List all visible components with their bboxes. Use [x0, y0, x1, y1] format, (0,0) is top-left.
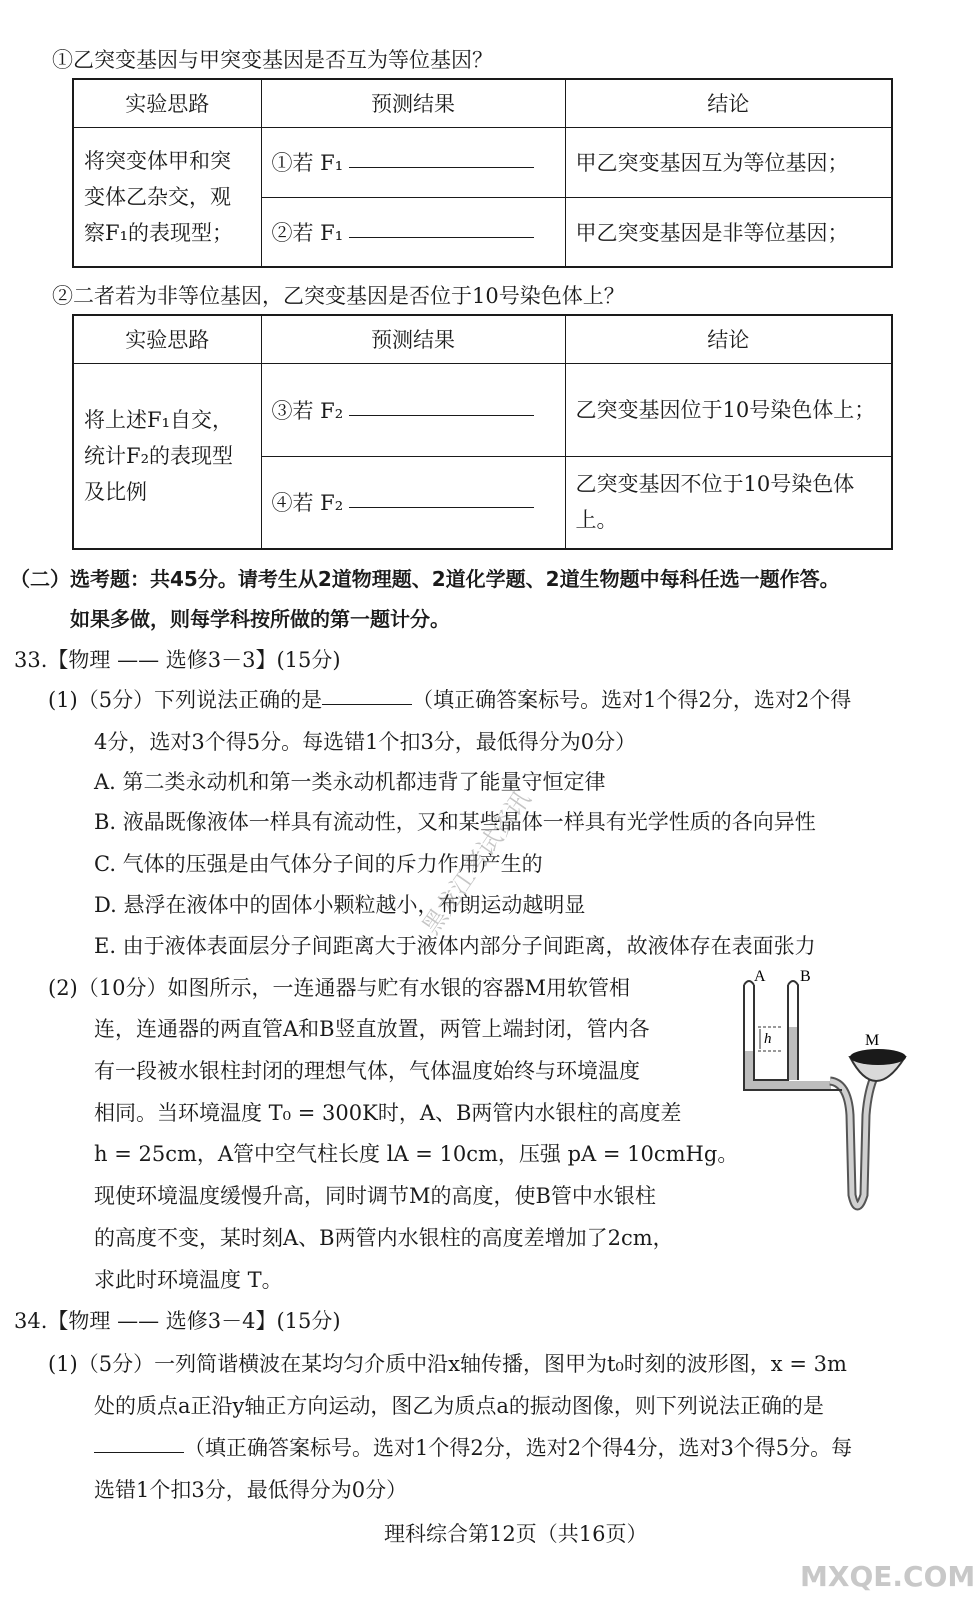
table1-header-idea: 实验思路	[73, 79, 261, 127]
q33-option-e: E. 由于液体表面层分子间距离大于液体内部分子间距离，故液体存在表面张力	[94, 934, 816, 958]
table2-result-2: ④若 F₂	[261, 456, 565, 549]
label-h: h	[764, 1031, 772, 1047]
q33-part2-line1: (2)（10分）如图所示，一连通器与贮有水银的容器M用软管相	[48, 976, 630, 1000]
q33-part2-line2: 连，连通器的两直管A和B竖直放置，两管上端封闭，管内各	[94, 1017, 650, 1041]
q33-option-b: B. 液晶既像液体一样具有流动性，又和某些晶体一样具有光学性质的各向异性	[94, 810, 816, 834]
connected-vessel-diagram	[730, 965, 930, 1235]
q34-line1: (1)（5分）一列简谐横波在某均匀介质中沿x轴传播，图甲为t₀时刻的波形图，x = 3m	[48, 1352, 847, 1376]
table2-idea-cell: 将上述F₁自交，统计F₂的表现型及比例	[73, 363, 261, 549]
q33-part2-line4: 相同。当环境温度 T₀ = 300K时，A、B两管内水银柱的高度差	[94, 1101, 682, 1125]
answer-blank[interactable]	[349, 506, 534, 508]
table1-conclusion-2: 甲乙突变基因是非等位基因；	[565, 197, 892, 267]
q34-line4: 选错1个扣3分，最低得分为0分）	[94, 1478, 408, 1502]
q33-part1-line2: 4分，选对3个得5分。每选错1个扣3分，最低得分为0分）	[94, 730, 637, 754]
watermark-text: 黑龙江考试资讯	[416, 785, 537, 940]
table2-conclusion-2: 乙突变基因不位于10号染色体上。	[565, 456, 892, 549]
q33-part2-line7: 的高度不变，某时刻A、B两管内水银柱的高度差增加了2cm，	[94, 1226, 674, 1250]
table1-conclusion-1: 甲乙突变基因互为等位基因；	[565, 127, 892, 197]
q34-line3: （填正确答案标号。选对1个得2分，选对2个得4分，选对3个得5分。每	[94, 1432, 852, 1462]
table2-header-idea: 实验思路	[73, 315, 261, 363]
q33-option-a: A. 第二类永动机和第一类永动机都违背了能量守恒定律	[94, 770, 606, 794]
answer-blank[interactable]	[94, 1451, 184, 1453]
table1-result-2: ②若 F₁	[261, 197, 565, 267]
q33-part2-line8: 求此时环境温度 T。	[94, 1268, 283, 1292]
corner-watermark: MXQE.COM	[800, 1560, 975, 1593]
tube-a-top	[744, 981, 754, 985]
answer-blank[interactable]	[349, 236, 534, 238]
answer-blank[interactable]	[349, 166, 534, 168]
section-2-instruction: （二）选考题：共45分。请考生从2道物理题、2道化学题、2道生物题中每科任选一题作答。	[10, 567, 840, 591]
q34-header: 34.【物理 —— 选修3－4】(15分)	[14, 1309, 341, 1333]
table1-result-1: ①若 F₁	[261, 127, 565, 197]
table1-header-conclusion: 结论	[565, 79, 892, 127]
experiment-table-1	[72, 78, 893, 268]
q33-part2-line5: h = 25cm，A管中空气柱长度 lA = 10cm，压强 pA = 10cmHg。	[94, 1142, 739, 1166]
label-b: B	[800, 968, 811, 985]
label-m: M	[865, 1032, 880, 1049]
section-2-note: 如果多做，则每学科按所做的第一题计分。	[70, 607, 450, 631]
q34-line2: 处的质点a正沿y轴正方向运动，图乙为质点a的振动图像，则下列说法正确的是	[94, 1394, 824, 1418]
answer-blank[interactable]	[322, 703, 412, 705]
table2-result-1: ③若 F₂	[261, 363, 565, 456]
q33-part2-line6: 现使环境温度缓慢升高，同时调节M的高度，使B管中水银柱	[94, 1184, 656, 1208]
q33-header: 33.【物理 —— 选修3－3】(15分)	[14, 648, 341, 672]
q33-option-d: D. 悬浮在液体中的固体小颗粒越小，布朗运动越明显	[94, 893, 586, 917]
label-a: A	[754, 968, 766, 985]
table2-conclusion-1: 乙突变基因位于10号染色体上；	[565, 363, 892, 456]
experiment-table-2	[72, 314, 893, 550]
q33-part1-line1: (1)（5分）下列说法正确的是 （填正确答案标号。选对1个得2分，选对2个得	[48, 688, 852, 712]
table2-header-conclusion: 结论	[565, 315, 892, 363]
answer-blank[interactable]	[349, 414, 534, 416]
table1-idea-cell: 将突变体甲和突变体乙杂交，观察F₁的表现型；	[73, 127, 261, 267]
question-2-title: ②二者若为非等位基因，乙突变基因是否位于10号染色体上？	[52, 284, 625, 308]
table2-header-result: 预测结果	[261, 315, 565, 363]
question-1-title: ①乙突变基因与甲突变基因是否互为等位基因？	[52, 48, 493, 72]
page-footer: 理科综合第12页（共16页）	[384, 1522, 648, 1546]
table1-header-result: 预测结果	[261, 79, 565, 127]
q33-part2-line3: 有一段被水银柱封闭的理想气体，气体温度始终与环境温度	[94, 1059, 640, 1083]
q33-option-c: C. 气体的压强是由气体分子间的斥力作用产生的	[94, 852, 543, 876]
